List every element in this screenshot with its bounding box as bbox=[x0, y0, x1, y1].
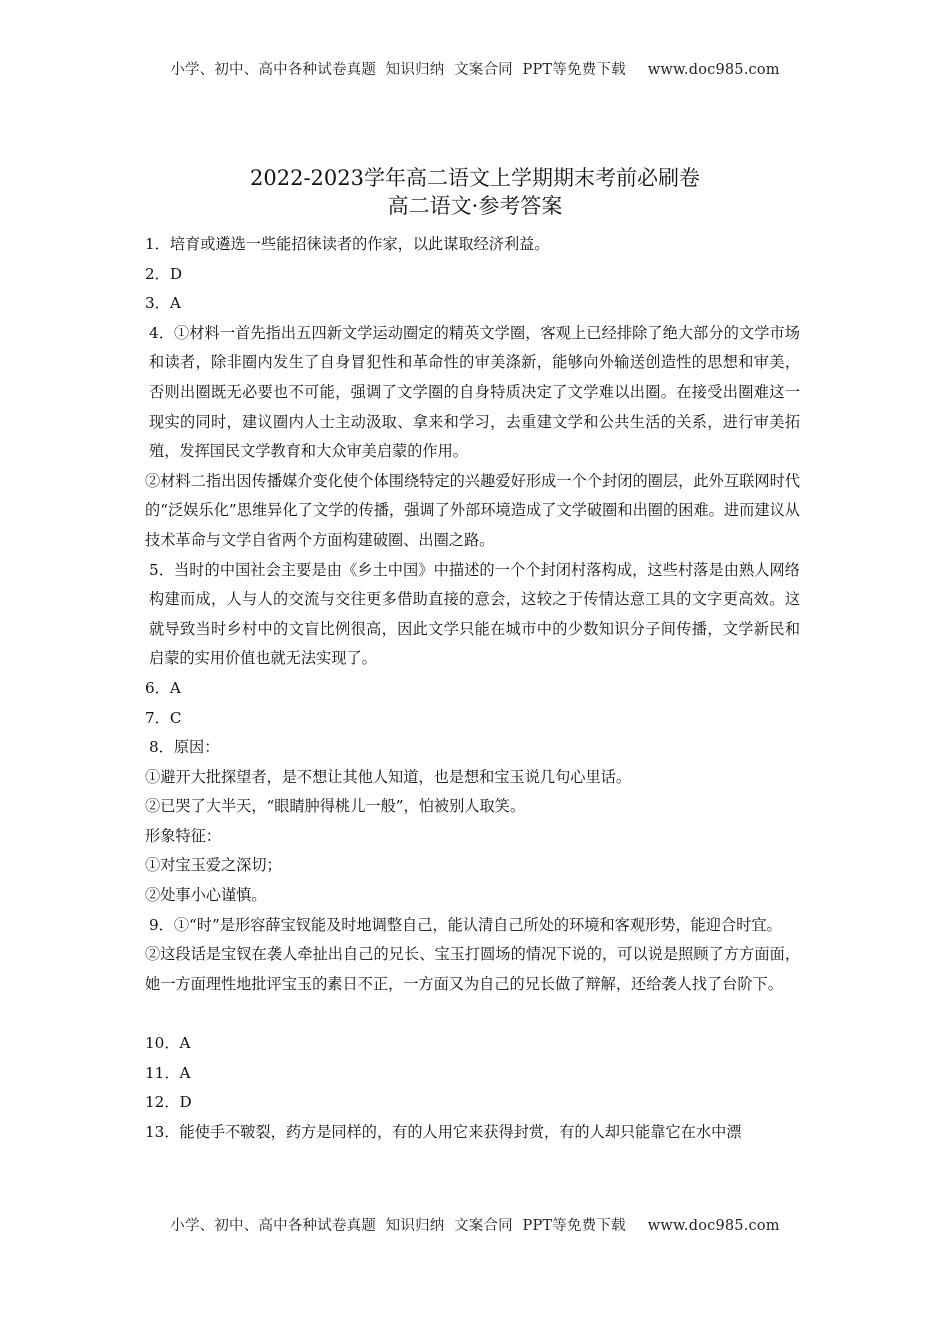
answer-10: 10．A bbox=[145, 1034, 191, 1053]
header-text: 小学、初中、高中各种试卷真题 知识归纳 文案合同 PPT等免费下载 bbox=[170, 62, 626, 78]
answer-9-part-2: ②这段话是宝钗在袭人牵扯出自己的兄长、宝玉打圆场的情况下说的，可以说是照顾了方方面面，她一方面理性地批评宝玉的素日不正，一方面又为自己的兄长做了辩解，还给袭人找了台阶下。 bbox=[145, 945, 800, 993]
document-title: 2022-2023学年高二语文上学期期末考前必刷卷 bbox=[250, 166, 700, 190]
page-header bbox=[0, 58, 950, 79]
footer-site: www.doc985.com bbox=[647, 1218, 780, 1234]
answer-list bbox=[145, 230, 800, 1147]
answer-4-part-1: 4．①材料一首先指出五四新文学运动圈定的精英文学圈，客观上已经排除了绝大部分的文学市场和读者，除非圈内发生了自身冒犯性和革命性的审美涤新，能够向外输送创造性的思想和审美，否则出圈既无必要也不可能，强调了文学圈的自身特质决定了文学难以出圈。在接受出圈难这一现实的同时，建议圈内人士主动汲取、拿来和学习，去重建文学和公共生活的关系，进行审美拓殖，发挥国民文学教育和大众审美启蒙的作用。 bbox=[149, 323, 800, 461]
answer-9-part-1: 9．①“时”是形容薛宝钗能及时地调整自己，能认清自己所处的环境和客观形势，能迎合时宜。 bbox=[149, 915, 782, 934]
page-footer bbox=[0, 1214, 950, 1235]
answer-13: 13．能使手不皲裂，药方是同样的，有的人用它来获得封赏，有的人却只能靠它在水中漂 bbox=[145, 1122, 742, 1141]
answer-8-trait-1: ①对宝玉爱之深切； bbox=[145, 856, 282, 875]
answer-8-reason-1: ①避开大批探望者，是不想让其他人知道，也是想和宝玉说几句心里话。 bbox=[145, 767, 631, 786]
answer-12: 12．D bbox=[145, 1093, 192, 1112]
answer-8-reason-2: ②已哭了大半天，“眼睛肿得桃儿一般”，怕被别人取笑。 bbox=[145, 797, 526, 816]
answer-5: 5．当时的中国社会主要是由《乡土中国》中描述的一个个封闭村落构成，这些村落是由熟人网络构建而成，人与人的交流与交往更多借助直接的意会，这较之于传情达意工具的文字更高效。这就导致当时乡村中的文盲比例很高，因此文学只能在城市中的少数知识分子间传播，文学新民和启蒙的实用价值也就无法实现了。 bbox=[149, 560, 800, 668]
answer-4-part-2: ②材料二指出因传播媒介变化使个体围绕特定的兴趣爱好形成一个个封闭的圈层，此外互联网时代的“泛娱乐化”思维异化了文学的传播，强调了外部环境造成了文学破圈和出圈的困难。进而建议从技术革命与文学自省两个方面构建破圈、出圈之路。 bbox=[145, 471, 800, 549]
answer-11: 11．A bbox=[145, 1063, 191, 1082]
footer-text: 小学、初中、高中各种试卷真题 知识归纳 文案合同 PPT等免费下载 bbox=[170, 1218, 626, 1234]
header-site: www.doc985.com bbox=[647, 62, 780, 78]
answer-8-trait-2: ②处事小心谨慎。 bbox=[145, 886, 267, 905]
answer-1: 1．培育或遴选一些能招徕读者的作家，以此谋取经济利益。 bbox=[145, 235, 550, 253]
spacer bbox=[145, 999, 800, 1029]
answer-3: 3．A bbox=[145, 294, 181, 313]
answer-7: 7．C bbox=[145, 708, 182, 727]
answer-8-heading: 8．原因： bbox=[149, 738, 220, 757]
document-subtitle: 高二语文·参考答案 bbox=[387, 194, 563, 218]
answer-8-traits-label: 形象特征： bbox=[145, 826, 221, 845]
answer-2: 2．D bbox=[145, 264, 183, 283]
answer-6: 6．A bbox=[145, 678, 181, 697]
